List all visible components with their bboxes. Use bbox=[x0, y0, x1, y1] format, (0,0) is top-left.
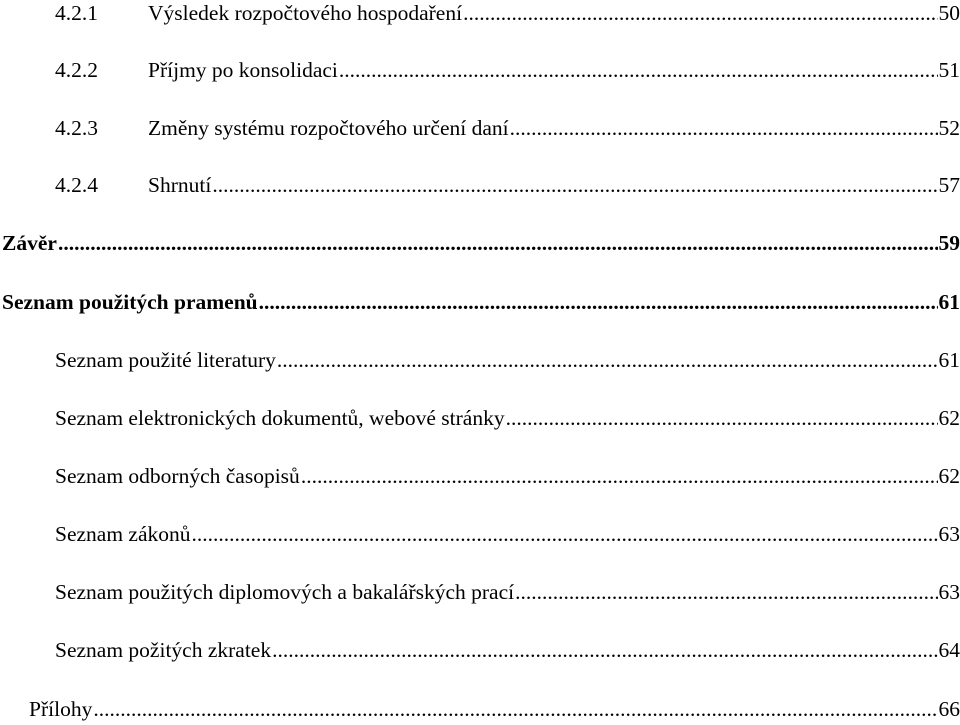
toc-entry-diplomove-prace[interactable] bbox=[55, 577, 960, 607]
toc-entry-page: 62 bbox=[938, 406, 960, 430]
dot-leader bbox=[58, 228, 938, 258]
toc-entry-number: 4.2.1 bbox=[55, 1, 98, 25]
toc-entry-number: 4.2.4 bbox=[55, 173, 98, 197]
dot-leader bbox=[515, 577, 937, 607]
toc-entry-number: 4.2.3 bbox=[55, 116, 98, 140]
dot-leader bbox=[272, 635, 937, 665]
toc-entry-zkratky[interactable] bbox=[55, 635, 960, 665]
toc-entry-title: Výsledek rozpočtového hospodaření bbox=[148, 1, 463, 25]
toc-entry-zaver[interactable] bbox=[2, 228, 960, 258]
toc-entry-page: 52 bbox=[938, 116, 960, 140]
toc-entry-page: 61 bbox=[938, 290, 960, 314]
toc-entry-title: Seznam odborných časopisů bbox=[55, 464, 300, 488]
dot-leader bbox=[339, 55, 938, 85]
toc-entry-odborne-casopisy[interactable] bbox=[55, 461, 960, 491]
toc-entry-title: Shrnutí bbox=[148, 173, 212, 197]
dot-leader bbox=[212, 170, 937, 200]
toc-entry-page: 62 bbox=[938, 464, 960, 488]
toc-entry-title: Seznam elektronických dokumentů, webové stránky bbox=[55, 406, 505, 430]
toc-entry-page: 51 bbox=[938, 58, 960, 82]
dot-leader bbox=[192, 519, 938, 549]
toc-entry-page: 50 bbox=[938, 1, 960, 25]
toc-entry-title: Seznam použitých pramenů bbox=[2, 290, 258, 314]
toc-entry-elektronicke-dokumenty[interactable] bbox=[55, 403, 960, 433]
toc-entry-page: 59 bbox=[938, 231, 960, 255]
dot-leader bbox=[510, 113, 938, 143]
toc-entry-4-2-1[interactable] bbox=[55, 0, 960, 28]
dot-leader bbox=[93, 694, 937, 724]
dot-leader bbox=[301, 461, 938, 491]
toc-entry-number: 4.2.2 bbox=[55, 58, 98, 82]
toc-entry-page: 64 bbox=[938, 638, 960, 662]
toc-entry-prilohy[interactable] bbox=[29, 694, 960, 724]
toc-entry-title: Příjmy po konsolidaci bbox=[148, 58, 338, 82]
toc-entry-title: Seznam zákonů bbox=[55, 522, 191, 546]
dot-leader bbox=[277, 345, 938, 375]
dot-leader bbox=[259, 287, 938, 317]
toc-entry-4-2-2[interactable] bbox=[55, 55, 960, 85]
toc-entry-page: 63 bbox=[938, 580, 960, 604]
toc-entry-seznam-pramenu[interactable] bbox=[2, 287, 960, 317]
toc-entry-page: 66 bbox=[938, 697, 960, 721]
toc-entry-4-2-3[interactable] bbox=[55, 113, 960, 143]
dot-leader bbox=[506, 403, 938, 433]
toc-entry-title: Seznam použitých diplomových a bakalářských prací bbox=[55, 580, 515, 604]
toc-entry-title: Změny systému rozpočtového určení daní bbox=[148, 116, 509, 140]
toc-entry-title: Seznam požitých zkratek bbox=[55, 638, 272, 662]
dot-leader bbox=[463, 0, 937, 28]
toc-entry-page: 57 bbox=[938, 173, 960, 197]
toc-entry-page: 61 bbox=[938, 348, 960, 372]
toc-entry-title: Seznam použité literatury bbox=[55, 348, 276, 372]
toc-entry-4-2-4[interactable] bbox=[55, 170, 960, 200]
toc-entry-page: 63 bbox=[938, 522, 960, 546]
toc-entry-title: Závěr bbox=[2, 231, 57, 255]
toc-entry-title: Přílohy bbox=[29, 697, 93, 721]
toc-entry-zakony[interactable] bbox=[55, 519, 960, 549]
toc-entry-seznam-literatury[interactable] bbox=[55, 345, 960, 375]
